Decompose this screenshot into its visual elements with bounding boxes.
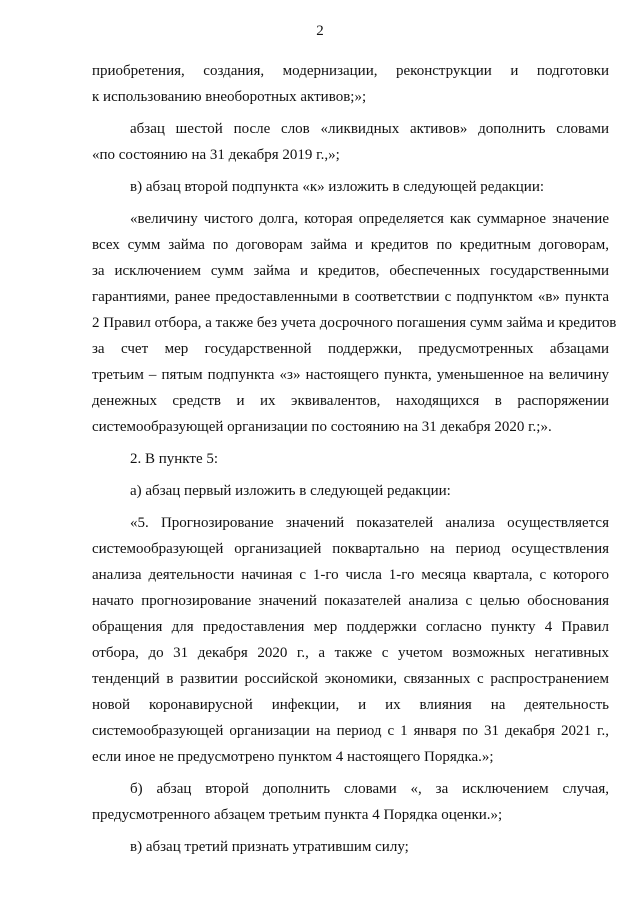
- text-line: 2 Правил отбора, а также без учета досрочного погашения сумм займа и кредитов: [92, 315, 617, 331]
- text-line: третьим – пятым подпункта «з» настоящего пункта, уменьшенное на величину: [92, 367, 609, 383]
- text-line: системообразующей организации по состоянию на 31 декабря 2020 г.;».: [92, 419, 552, 435]
- paragraph-p4: [92, 206, 617, 440]
- paragraph-p1: [92, 58, 609, 110]
- text-line: в) абзац третий признать утратившим силу;: [130, 839, 409, 855]
- paragraph-p8: [92, 776, 609, 828]
- text-line: анализа деятельности начиная с 1-го числа 1-го месяца квартала, с которого: [92, 567, 609, 583]
- paragraph-p6: [92, 478, 609, 504]
- text-line: в) абзац второй подпункта «к» изложить в следующей редакции:: [130, 179, 545, 195]
- paragraph-p7: [92, 510, 609, 770]
- text-line: б) абзац второй дополнить словами «, за исключением случая,: [130, 781, 609, 797]
- text-line: приобретения, создания, модернизации, реконструкции и подготовки: [92, 63, 609, 79]
- text-line: 2. В пункте 5:: [130, 451, 219, 467]
- page-number: 2: [316, 23, 324, 39]
- text-line: новой коронавирусной инфекции, и их влияния на деятельность: [92, 697, 609, 713]
- text-line: а) абзац первый изложить в следующей редакции:: [130, 483, 451, 499]
- text-line: «величину чистого долга, которая определяется как суммарное значение: [130, 211, 609, 227]
- text-line: системообразующей организацией поквартально на период осуществления: [92, 541, 609, 557]
- text-line: если иное не предусмотрено пунктом 4 настоящего Порядка.»;: [92, 749, 494, 765]
- paragraph-p3: [92, 174, 609, 200]
- text-line: абзац шестой после слов «ликвидных активов» дополнить словами: [130, 121, 609, 137]
- text-line: за исключением сумм займа и кредитов, обеспеченных государственными: [92, 263, 609, 279]
- text-line: тенденций в развитии российской экономики, связанных с распространением: [92, 671, 609, 687]
- paragraph-p5: [92, 446, 609, 472]
- text-line: предусмотренного абзацем третьим пункта 4 Порядка оценки.»;: [92, 807, 503, 823]
- paragraph-p9: [92, 834, 609, 860]
- text-line: «5. Прогнозирование значений показателей анализа осуществляется: [130, 515, 609, 531]
- text-line: обращения для предоставления мер поддержки согласно пункту 4 Правил: [92, 619, 609, 635]
- text-line: гарантиями, ранее предоставленными в соответствии с подпунктом «в» пункта: [92, 289, 609, 305]
- text-line: денежных средств и их эквивалентов, находящихся в распоряжении: [92, 393, 609, 409]
- text-line: системообразующей организации на период с 1 января по 31 декабря 2021 г.,: [92, 723, 609, 739]
- document-body: [92, 58, 617, 866]
- paragraph-p2: [92, 116, 609, 168]
- text-line: «по состоянию на 31 декабря 2019 г.,»;: [92, 147, 340, 163]
- text-line: всех сумм займа по договорам займа и кредитов по кредитным договорам,: [92, 237, 609, 253]
- text-line: за счет мер государственной поддержки, предусмотренных абзацами: [92, 341, 609, 357]
- text-line: к использованию внеоборотных активов;»;: [92, 89, 367, 105]
- text-line: отбора, до 31 декабря 2020 г., а также с учетом возможных негативных: [92, 645, 609, 661]
- text-line: начато прогнозирование значений показателей анализа с целью обоснования: [92, 593, 609, 609]
